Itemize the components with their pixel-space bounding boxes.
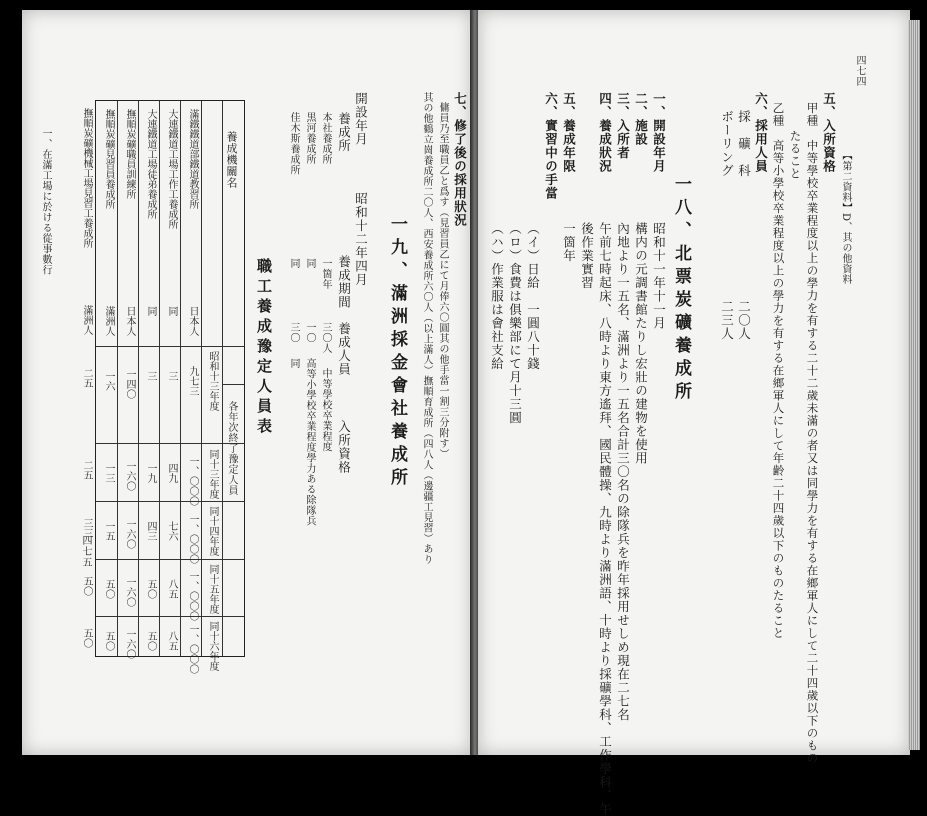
sec6-row2-value: 二三人: [719, 300, 735, 341]
table-cell: 二五: [81, 460, 92, 480]
sec5-b: 乙種 高等小學校卒業程度以上の學力を有する在鄉軍人にして年齢二十四歲以下のものたること: [771, 102, 786, 640]
table-cell: 一六: [103, 371, 114, 391]
table-row-place: 日本人: [124, 306, 135, 336]
table-row-place: 滿洲人: [103, 306, 114, 336]
header-name: 養成機關名: [225, 131, 238, 189]
table-row-place: 日本人: [187, 306, 198, 336]
header-group: 各年次終了豫定人員: [226, 401, 237, 496]
table-cell: 八五: [166, 631, 177, 651]
year-0: 昭和十三年度: [207, 351, 218, 411]
table-title: 職工養成豫定人員表: [255, 258, 273, 438]
sec5-a2: たること: [788, 130, 803, 180]
table-cell: 一五: [103, 521, 114, 541]
s3-label: 三、入所者: [615, 92, 631, 160]
table-cell: 一四〇: [124, 369, 135, 399]
page-number: 四七四: [854, 55, 865, 87]
s6-label: 六、實習中の手當: [543, 92, 559, 200]
s4-value-2: 後作業實習: [579, 222, 595, 290]
table-cell: 一、〇〇〇: [187, 456, 198, 506]
table-row-name: 撫順炭礦機械工場見習工養成所: [81, 108, 92, 248]
table-cell: 七六: [166, 521, 177, 541]
table-cell: 五〇: [81, 576, 92, 596]
table-cell: 五〇: [103, 579, 114, 599]
table-cell: 三: [166, 371, 177, 381]
col-period: 養成期間: [336, 255, 352, 309]
year-2: 同十四年度: [207, 506, 218, 556]
sec6-row1-label: 採 礦 科: [736, 110, 752, 178]
table-cell: 一、〇〇〇: [187, 514, 198, 564]
margin-note: 一、在滿工場に於ける從事數行: [40, 128, 51, 275]
s19-row2-period: 同: [304, 258, 315, 269]
s19-row3-qual: 同: [288, 358, 299, 369]
table-row-place: 同: [145, 306, 156, 316]
col-qualification: 入所資格: [336, 420, 352, 474]
year-1: 同十三年度: [207, 449, 218, 499]
sec5-a: 甲種 中等學校卒業程度以上の學力を有する二十二歲未滿の者又は同學力を有する在鄉軍人にして二十四歲以下のもの: [805, 102, 820, 765]
s2-value: 構内の元調書館たりし宏壯の建物を使用: [633, 222, 649, 465]
s5-label: 五、養成年限: [561, 92, 577, 173]
sec5-heading: 五、入所資格: [821, 92, 837, 173]
section19-heading: 一九、滿洲採金會社養成所: [387, 215, 407, 491]
section7-line2: 其の他鶴立崗養成所二〇人、西安養成所六〇人（以上滿人）撫順育成所（四八人（邊疆工見習）あり: [421, 92, 432, 565]
year-4: 同十六年度: [207, 621, 218, 671]
s5-value: 一箇年: [561, 222, 577, 263]
table-cell: 九七三: [187, 366, 198, 396]
s6-b: （ロ）食費は俱樂部にて月十三圓: [507, 222, 523, 425]
table-cell: 三: [145, 371, 156, 381]
col-people: 養成人員: [336, 322, 352, 376]
s4-label: 四、養成狀況: [597, 92, 613, 173]
table-cell: 五〇: [145, 579, 156, 599]
table-cell: 四九: [166, 463, 177, 483]
table-cell: 四三: [145, 521, 156, 541]
table-cell: 一六〇: [124, 519, 135, 549]
s19-row1-people: 三〇人: [320, 322, 331, 354]
year-3: 同十五年度: [207, 564, 218, 614]
table-cell: 五〇: [103, 631, 114, 651]
table-row-place: 滿洲人: [81, 305, 92, 335]
training-plan-table: [95, 100, 245, 674]
s4-value: 午前七時起床、八時より東方遙拜、國民體操、九時より滿洲語、十時より採礦學科、工作學科、午: [597, 222, 613, 816]
table-cell: 五〇: [81, 628, 92, 648]
s6-c: （ハ）作業服は會社支給: [489, 222, 505, 371]
table-cell: 三三: [81, 518, 92, 538]
s1-value: 昭和十一年十一月: [651, 222, 667, 330]
s19-row3-period: 同: [288, 258, 299, 269]
table-cell: 一、〇〇〇: [187, 571, 198, 621]
sec6-row1-value: 二〇人: [736, 300, 752, 341]
s19-row2-people: 一〇: [304, 322, 315, 343]
table-cell: 一、〇〇〇: [187, 624, 198, 674]
s6-a: （イ）日給 一圓八十錢: [525, 222, 541, 371]
section7-line1: 傭員乃至職員乙と爲す（見習員乙にて月俸六〇圓其の他手當一割三分附す）: [437, 102, 448, 459]
section18-heading: 一八、北票炭礦養成所: [671, 175, 691, 405]
s19-row1-period: 一箇年: [320, 258, 331, 290]
s3-value: 內地より一五名、滿洲より一五名合計三〇名の除隊兵を昨年採用せしめ現在二七名: [615, 222, 631, 722]
table-row-name: 撫順炭礦見習員養成所: [103, 109, 114, 209]
table-cell: 一三: [103, 463, 114, 483]
table-cell: 一六〇: [124, 577, 135, 607]
page-edges: [908, 20, 920, 750]
s19-row2-name: 黒河養成所: [304, 112, 315, 165]
table-cell: 一九: [145, 463, 156, 483]
sec6-row2-label: ボーリング: [719, 110, 735, 178]
col-facility: 養成所: [336, 112, 352, 153]
table-row-place: 同: [166, 306, 177, 316]
table-row-name: 滿鐵鐵道部鐵道教習所: [187, 109, 198, 209]
table-row-name: 大連鐵道工場徒弟養成所: [145, 109, 156, 219]
table-cell: 五〇: [145, 631, 156, 651]
s1-label: 一、開設年月: [651, 92, 667, 173]
sec6-heading: 六、採用人員: [753, 92, 769, 173]
table-cell: 八五: [166, 579, 177, 599]
s19-row1-name: 本社養成所: [320, 112, 331, 165]
opened-label: 開設年月: [353, 92, 369, 146]
right-page: [478, 10, 910, 755]
table-row-name: 撫順炭礦職員訓練所: [124, 109, 135, 199]
table-cell: 二五: [81, 368, 92, 388]
s19-row3-name: 佳木斯養成所: [288, 112, 299, 175]
s2-label: 二、施設: [633, 92, 649, 146]
s19-row2-qual: 高等小學校卒業程度學力ある除隊兵: [304, 358, 315, 526]
table-cell: 一六〇: [124, 629, 135, 659]
section7-heading: 七、修了後の採用狀況: [452, 92, 468, 227]
table-row-name: 大連鐵道工場工作工養成所: [166, 109, 177, 229]
page-number-left: 四七五: [80, 535, 91, 568]
s19-row3-people: 三〇: [288, 322, 299, 343]
table-cell: 一六〇: [124, 461, 135, 491]
running-head: 【第二資料】D、其の他資料: [840, 150, 851, 285]
opened-value: 昭和十二年四月: [353, 192, 369, 287]
s19-row1-qual: 中等學校卒業程度: [320, 368, 331, 452]
